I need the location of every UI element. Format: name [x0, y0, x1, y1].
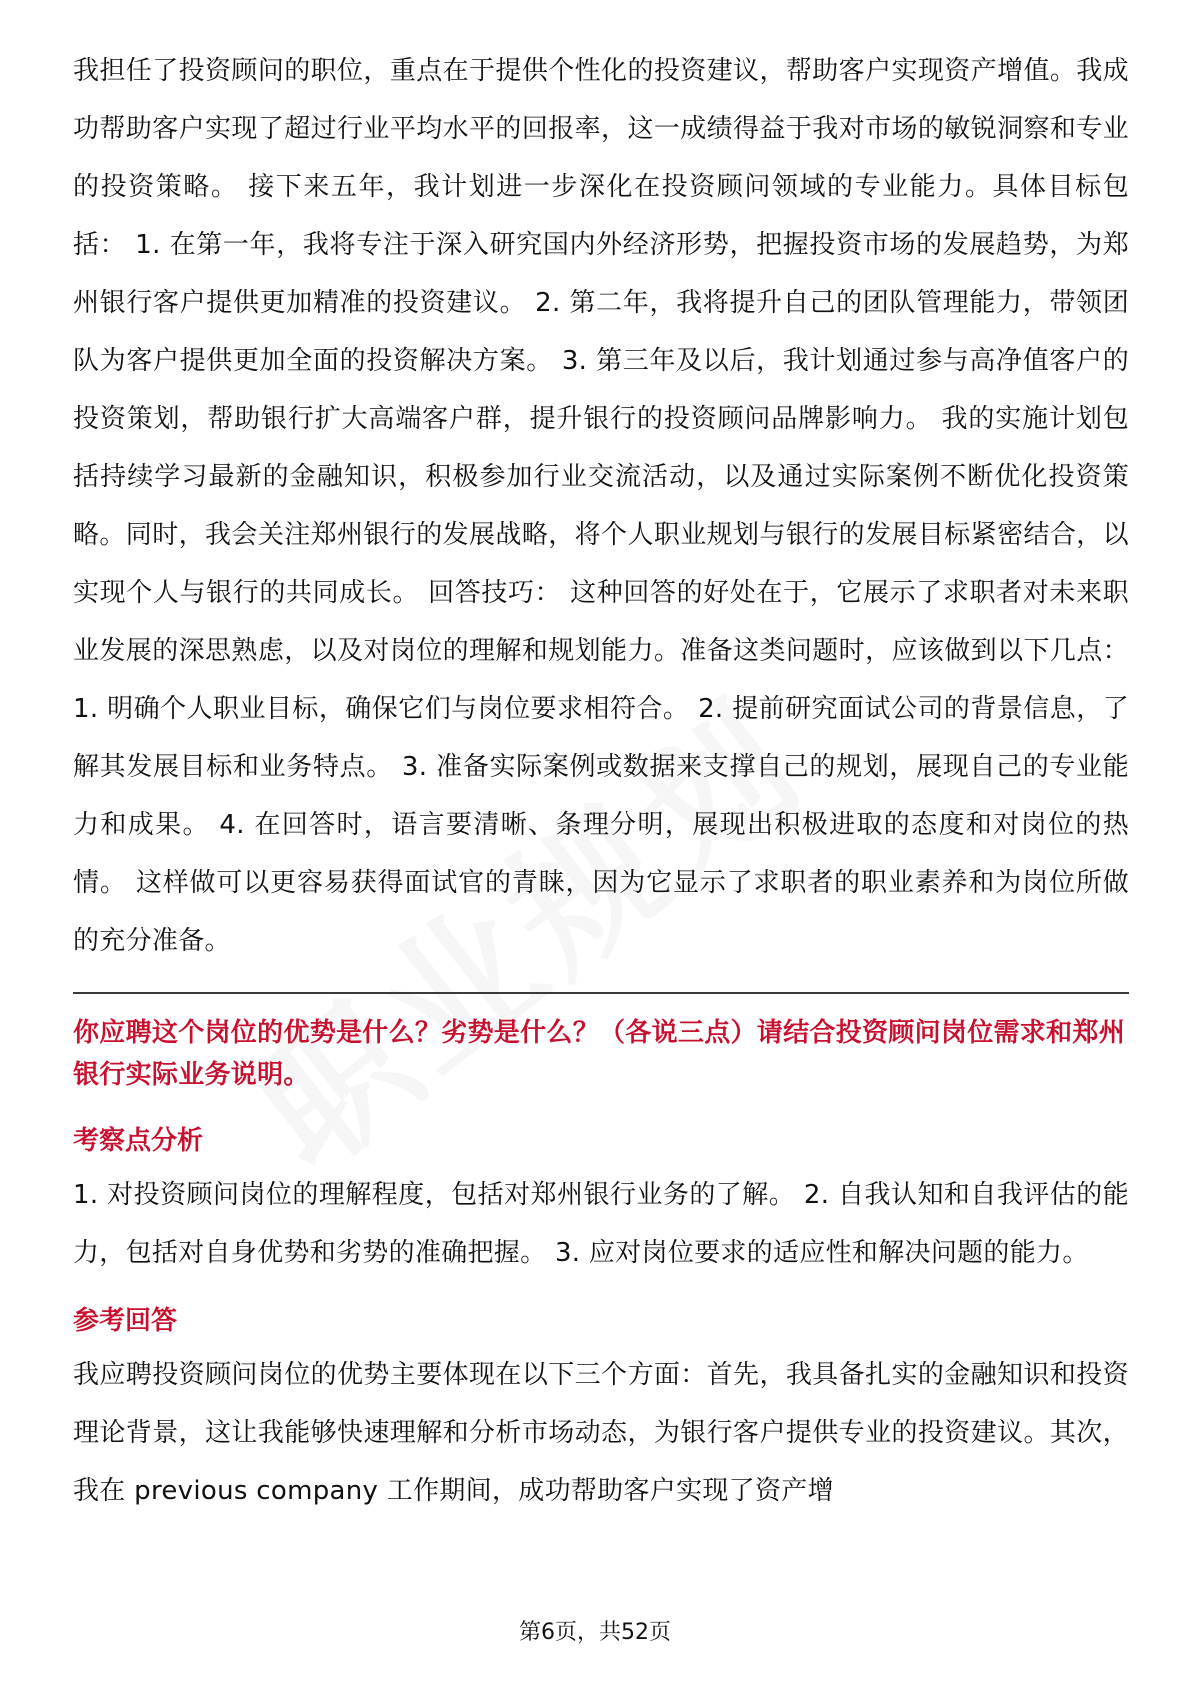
analysis-title: 考察点分析 — [73, 1126, 204, 1156]
question-heading: 你应聘这个岗位的优势是什么？劣势是什么？（各说三点）请结合投资顾问岗位需求和郑州银行实际业务说明。 — [73, 1018, 1126, 1090]
page-content — [73, 42, 1129, 1520]
body-paragraph: 我担任了投资顾问的职位，重点在于提供个性化的投资建议，帮助客户实现资产增值。我成功帮助客户实现了超过行业平均水平的回报率，这一成绩得益于我对市场的敏锐洞察和专业的投资策略。 接下来五年，我计划进一步深化在投资顾问领域的专业能力。具体目标包括： 1. 在第一年，我将专注于深入研究国内外经济形势，把握投资市场的发展趋势，为郑州银行客户提供更加精准的投资建议。 2. 第二年，我将提升自己的团队管理能力，带领团队为客户提供更加全面的投资解决方案。 3. 第三年及以后，我计划通过参与高净值客户的投资策划，帮助银行扩大高端客户群，提升银行的投资顾问品牌影响力。 我的实施计划包括持续学习最新的金融知识，积极参加行业交流活动，以及通过实际案例不断优化投资策略。同时，我会关注郑州银行的发展战略，将个人职业规划与银行的发展目标紧密结合，以实现个人与银行的共同成长。 回答技巧： 这种回答的好处在于，它展示了求职者对未来职业发展的深思熟虑，以及对岗位的理解和规划能力。准备这类问题时，应该做到以下几点： 1. 明确个人职业目标，确保它们与岗位要求相符合。 2. 提前研究面试公司的背景信息，了解其发展目标和业务特点。 3. 准备实际案例或数据来支撑自己的规划，展现自己的专业能力和成果。 4. 在回答时，语言要清晰、条理分明，展现出积极进取的态度和对岗位的热情。 这样做可以更容易获得面试官的青睐，因为它显示了求职者的职业素养和为岗位所做的充分准备。 — [73, 56, 1129, 956]
section-spacer — [73, 1282, 1129, 1300]
analysis-section — [73, 1120, 1129, 1282]
reference-title: 参考回答 — [73, 1306, 178, 1336]
analysis-text: 1. 对投资顾问岗位的理解程度，包括对郑州银行业务的了解。 2. 自我认知和自我评估的能力，包括对自身优势和劣势的准确把握。 3. 应对岗位要求的适应性和解决问题的能力。 — [73, 1180, 1129, 1268]
reference-text: 我应聘投资顾问岗位的优势主要体现在以下三个方面：首先，我具备扎实的金融知识和投资理论背景，这让我能够快速理解和分析市场动态，为银行客户提供专业的投资建议。其次，我在 previous company 工作期间，成功帮助客户实现了资产增 — [73, 1360, 1129, 1506]
reference-section — [73, 1300, 1129, 1520]
page-number-footer: 第6页，共52页 — [519, 1620, 671, 1645]
section-divider — [73, 992, 1129, 994]
